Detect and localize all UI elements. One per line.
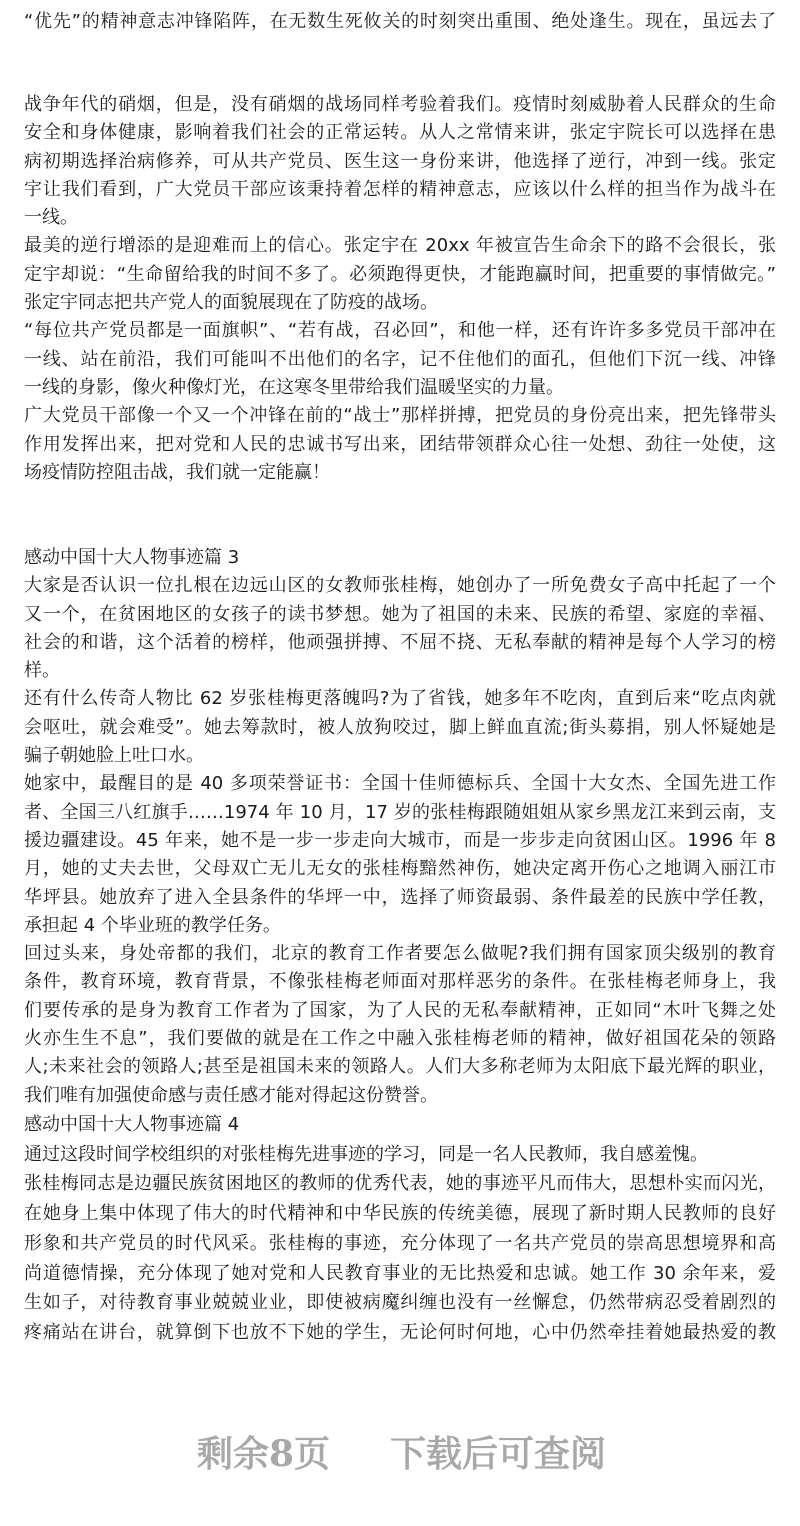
text-line: “每位共产党员都是一面旗帜”、“若有战，召必回”，和他一样，还有许许多多党员干部冲在 [24,320,776,342]
text-line: 条件，教育环境，教育背景，不像张桂梅老师面对那样恶劣的条件。在张桂梅老师身上，我 [24,971,776,993]
text-line: “优先”的精神意志冲锋陷阵，在无数生死攸关的时刻突出重围、绝处逢生。现在，虽远去了 [24,11,776,32]
text-line: 月，她的丈夫去世，父母双亡无儿无女的张桂梅黯然神伤，她决定离开伤心之地调入丽江市 [24,858,776,880]
download-prompt[interactable] [0,1426,800,1475]
paragraph [24,91,776,232]
text-block-section-4 [24,1110,776,1348]
text-line: 安全和身体健康，影响着我们社会的正常运转。从人之常情来讲，张定宇院长可以选择在患 [24,122,776,144]
text-line: 大家是否认识一位扎根在边远山区的女教师张桂梅，她创办了一所免费女子高中托起了一个 [24,575,776,597]
download-to-view-label: 下载后可查阅 [390,1433,607,1475]
remaining-pages-label: 剩余8页 [197,1433,331,1475]
paragraph [24,572,776,685]
text-line: 我们唯有加强使命感与责任感才能对得起这份赞誉。 [24,1084,438,1106]
text-line: 在她身上集中体现了伟大的时代精神和中华民族的传统美德，展现了新时期人民教师的良好 [24,1203,776,1225]
text-line: 场疫情防控阻击战，我们就一定能赢！ [24,461,330,483]
paragraph [24,8,776,36]
text-line: 会呕吐，就会难受”。她去筹款时，被人放狗咬过，脚上鲜血直流;街头募捐，别人怀疑她是 [24,716,776,738]
section-heading [24,544,776,572]
text-line: 张桂梅同志是边疆民族贫困地区的教师的优秀代表，她的事迹平凡而伟大，思想朴实而闪光， [24,1173,776,1195]
text-block-section-2 [24,91,776,487]
paragraph [24,402,776,487]
text-line: 尚道德情操，充分体现了她对党和人民教育事业的无比热爱和忠诚。她工作 30 余年来，爱 [24,1262,776,1284]
paragraph [24,770,776,940]
text-line: 社会的和谐，这个活着的榜样，他顽强拼搏、不屈不挠、无私奉献的精神是每个人学习的榜 [24,631,776,653]
text-line: 者、全国三八红旗手……1974 年 10 月，17 岁的张桂梅跟随姐姐从家乡黑龙江来到云南，支 [24,801,776,823]
text-line: 一线的身影，像火种像灯光，在这寒冬里带给我们温暖坚实的力量。 [24,376,564,398]
text-line: 张定宇同志把共产党人的面貌展现在了防疫的战场。 [24,292,438,314]
text-line: 承担起 4 个毕业班的教学任务。 [24,914,281,936]
paragraph [24,232,776,317]
paragraph [24,317,776,402]
text-line: 一线、站在前沿，我们可能叫不出他们的名字，记不住他们的面孔，但他们下沉一线、冲锋 [24,348,776,370]
paragraph [24,685,776,770]
text-line: 回过头来，身处帝都的我们，北京的教育工作者要怎么做呢?我们拥有国家顶尖级别的教育 [24,943,776,965]
text-block-top [24,8,776,36]
section-heading [24,1110,776,1140]
text-line: 感动中国十大人物事迹篇 4 [24,1114,240,1135]
paragraph [24,940,776,1110]
text-line: 们要传承的是身为教育工作者为了国家，为了人民的无私奉献精神，正如同“木叶飞舞之处 [24,999,776,1021]
text-line: 病初期选择治病修养，可从共产党员、医生这一身份来讲，他选择了逆行，冲到一线。张定 [24,150,776,172]
paragraph [24,1140,776,1170]
paragraph [24,1169,776,1347]
text-line: 还有什么传奇人物比 62 岁张桂梅更落魄吗?为了省钱，她多年不吃肉，直到后来“吃点肉就 [24,688,776,710]
text-line: 定宇却说：“生命留给我的时间不多了。必须跑得更快，才能跑赢时间，把重要的事情做完。” [24,263,776,285]
text-line: 生如子，对待教育事业兢兢业业，即使被病魔纠缠也没有一丝懈怠，仍然带病忍受着剧烈的 [24,1292,776,1314]
text-line: 感动中国十大人物事迹篇 3 [24,547,240,568]
text-line: 援边疆建设。45 年来，她不是一步一步走向大城市，而是一步步走向贫困山区。1996 年 8 [24,829,776,851]
text-line: 战争年代的硝烟，但是，没有硝烟的战场同样考验着我们。疫情时刻威胁着人民群众的生命 [24,94,776,115]
text-line: 作用发挥出来，把对党和人民的忠诚书写出来，团结带领群众心往一处想、劲往一处使，这 [24,433,776,455]
text-line: 又一个，在贫困地区的女孩子的读书梦想。她为了祖国的未来、民族的希望、家庭的幸福、 [24,603,776,625]
text-block-section-3 [24,544,776,1110]
text-line: 华坪县。她放弃了进入全县条件的华坪一中，选择了师资最弱、条件最差的民族中学任教， [24,886,776,908]
text-line: 疼痛站在讲台，就算倒下也放不下她的学生，无论何时何地，心中仍然牵挂着她最热爱的教 [24,1321,776,1343]
text-line: 她家中，最醒目的是 40 多项荣誉证书：全国十佳师德标兵、全国十大女杰、全国先进工作 [24,773,776,795]
text-line: 火亦生生不息”，我们要做的就是在工作之中融入张桂梅老师的精神，做好祖国花朵的领路 [24,1028,776,1050]
text-line: 通过这段时间学校组织的对张桂梅先进事迹的学习，同是一名人民教师，我自感羞愧。 [24,1143,708,1165]
text-line: 样。 [24,660,60,682]
text-line: 形象和共产党员的时代风采。张桂梅的事迹，充分体现了一名共产党员的崇高思想境界和高 [24,1232,776,1254]
text-line: 宇让我们看到，广大党员干部应该秉持着怎样的精神意志，应该以什么样的担当作为战斗在 [24,178,776,200]
text-line: 人;未来社会的领路人;甚至是祖国未来的领路人。人们大多称老师为太阳底下最光辉的职业， [24,1056,776,1078]
text-line: 最美的逆行增添的是迎难而上的信心。张定宇在 20xx 年被宣告生命余下的路不会很长，张 [24,235,776,257]
text-line: 一线。 [24,207,78,229]
text-line: 骗子朝她脸上吐口水。 [24,745,204,767]
text-line: 广大党员干部像一个又一个冲锋在前的“战士”那样拼搏，把党员的身份亮出来，把先锋带头 [24,405,776,427]
